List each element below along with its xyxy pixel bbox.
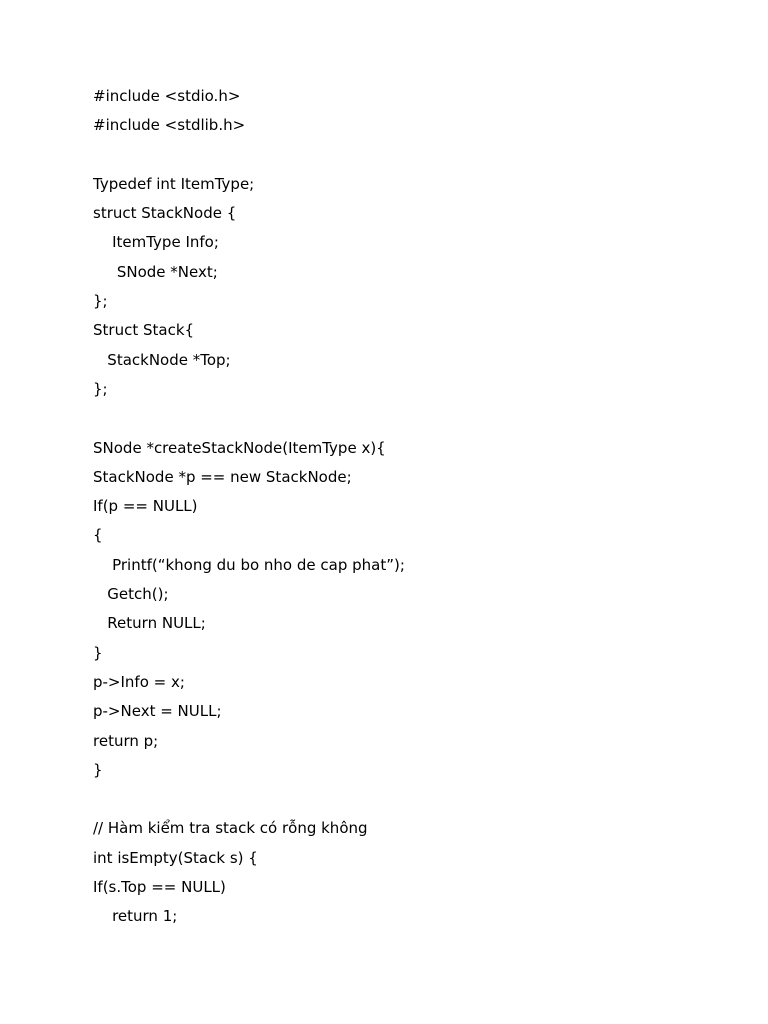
code-line: #include <stdio.h>: [93, 87, 241, 105]
code-line: [93, 144, 405, 173]
code-line: [93, 407, 405, 436]
code-line: return p;: [93, 731, 159, 750]
code-line: [93, 788, 405, 817]
code-line: Return NULL;: [93, 614, 206, 633]
code-line: p->Info = x;: [93, 672, 185, 691]
code-line: Printf(“khong du bo nho de cap phat”);: [93, 555, 405, 574]
code-line: struct StackNode {: [93, 204, 237, 223]
code-line: int isEmpty(Stack s) {: [93, 848, 258, 867]
code-line: StackNode *p == new StackNode;: [93, 467, 352, 486]
code-line: Getch();: [93, 585, 169, 604]
code-line: If(p == NULL): [93, 497, 198, 516]
code-line: {: [93, 526, 103, 545]
code-line: }: [93, 643, 103, 662]
code-block: [93, 85, 405, 935]
code-line: If(s.Top == NULL): [93, 878, 226, 897]
code-line: }: [93, 760, 103, 779]
code-line: StackNode *Top;: [93, 350, 231, 369]
code-line: SNode *createStackNode(ItemType x){: [93, 438, 386, 457]
code-line: p->Next = NULL;: [93, 702, 222, 721]
code-line: return 1;: [93, 907, 178, 926]
code-line: SNode *Next;: [93, 262, 218, 281]
code-line: Typedef int ItemType;: [93, 174, 255, 193]
code-line: };: [93, 379, 108, 398]
code-line: #include <stdlib.h>: [93, 116, 246, 135]
code-line: };: [93, 292, 108, 311]
code-line: Struct Stack{: [93, 321, 195, 340]
code-line: ItemType Info;: [93, 233, 219, 252]
code-line: // Hàm kiểm tra stack có rỗng không: [93, 819, 368, 838]
